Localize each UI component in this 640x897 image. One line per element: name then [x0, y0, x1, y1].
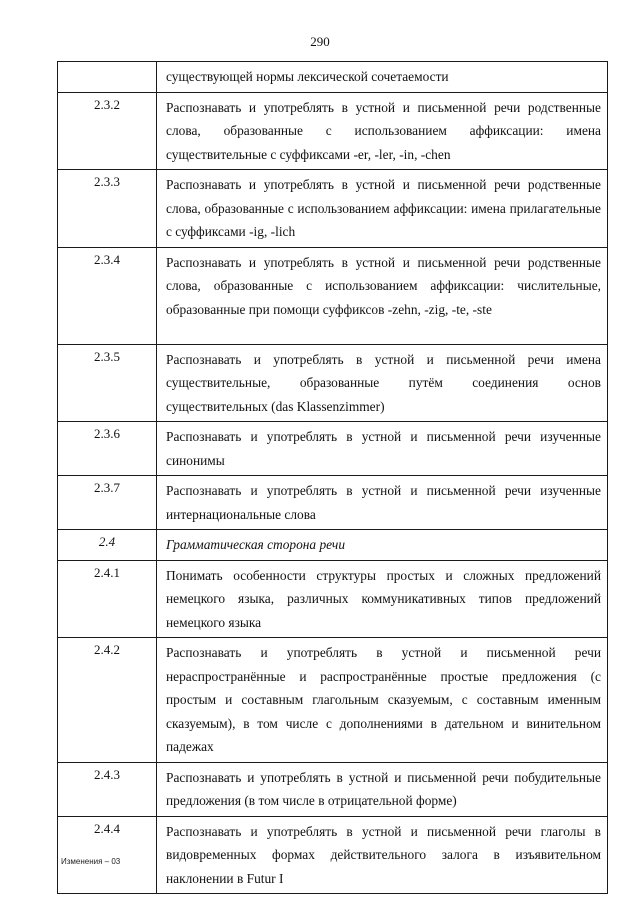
row-code: 2.3.2 [58, 92, 157, 170]
row-text: Распознавать и употреблять в устной и письменной речи родственные слова, образованные с использованием аффиксации: числительные, образованные при помощи суффиксов -zehn, -zig, -te, -ste [157, 247, 608, 344]
row-text: Понимать особенности структуры простых и сложных предложений немецкого языка, различных коммуникативных типов предложений немецкого языка [157, 560, 608, 638]
row-text: Распознавать и употреблять в устной и письменной речи изученные интернациональные слова [157, 476, 608, 530]
row-text: Распознавать и употреблять в устной и письменной речи родственные слова, образованные с использованием аффиксации: имена прилагательные с суффиксами -ig, -lich [157, 170, 608, 248]
table-row [58, 762, 608, 816]
row-code: 2.3.5 [58, 344, 157, 422]
row-code: 2.3.6 [58, 422, 157, 476]
row-code: 2.4.2 [58, 638, 157, 763]
table-row [58, 92, 608, 170]
table-row [58, 816, 608, 894]
table-row [58, 560, 608, 638]
table-row [58, 62, 608, 93]
row-text: Распознавать и употреблять в устной и письменной речи нераспространённые и распространённые простые предложения (с простым и составным глагольным сказуемым, с составным именным сказуемым), в том числе с дополнениями в дательном и винительном падежах [157, 638, 608, 763]
row-code: 2.3.7 [58, 476, 157, 530]
row-text: Распознавать и употреблять в устной и письменной речи глаголы в видовременных формах действительного залога в изъявительном наклонении в Futur I [157, 816, 608, 894]
row-code: 2.4.1 [58, 560, 157, 638]
row-code: 2.4.4 [58, 816, 157, 894]
row-text: Распознавать и употреблять в устной и письменной речи изученные синонимы [157, 422, 608, 476]
table-row [58, 170, 608, 248]
table-row [58, 247, 608, 344]
table-row [58, 344, 608, 422]
row-text: существующей нормы лексической сочетаемости [157, 62, 608, 93]
row-code: 2.3.3 [58, 170, 157, 248]
page-number: 290 [310, 34, 330, 49]
row-code: 2.3.4 [58, 247, 157, 344]
table-row [58, 476, 608, 530]
row-text: Распознавать и употреблять в устной и письменной речи имена существительные, образованные путём соединения основ существительных (das Klassenzimmer) [157, 344, 608, 422]
curriculum-table [57, 61, 608, 894]
table-row [58, 530, 608, 561]
footer-revision: Изменения – 03 [61, 857, 121, 866]
row-text: Грамматическая сторона речи [157, 530, 608, 561]
row-text: Распознавать и употреблять в устной и письменной речи родственные слова, образованные с использованием аффиксации: имена существительные с суффиксами -er, -ler, -in, -chen [157, 92, 608, 170]
table-row [58, 638, 608, 763]
row-code: 2.4.3 [58, 762, 157, 816]
row-code [58, 62, 157, 93]
row-text: Распознавать и употреблять в устной и письменной речи побудительные предложения (в том числе в отрицательной форме) [157, 762, 608, 816]
row-code: 2.4 [58, 530, 157, 561]
table-row [58, 422, 608, 476]
